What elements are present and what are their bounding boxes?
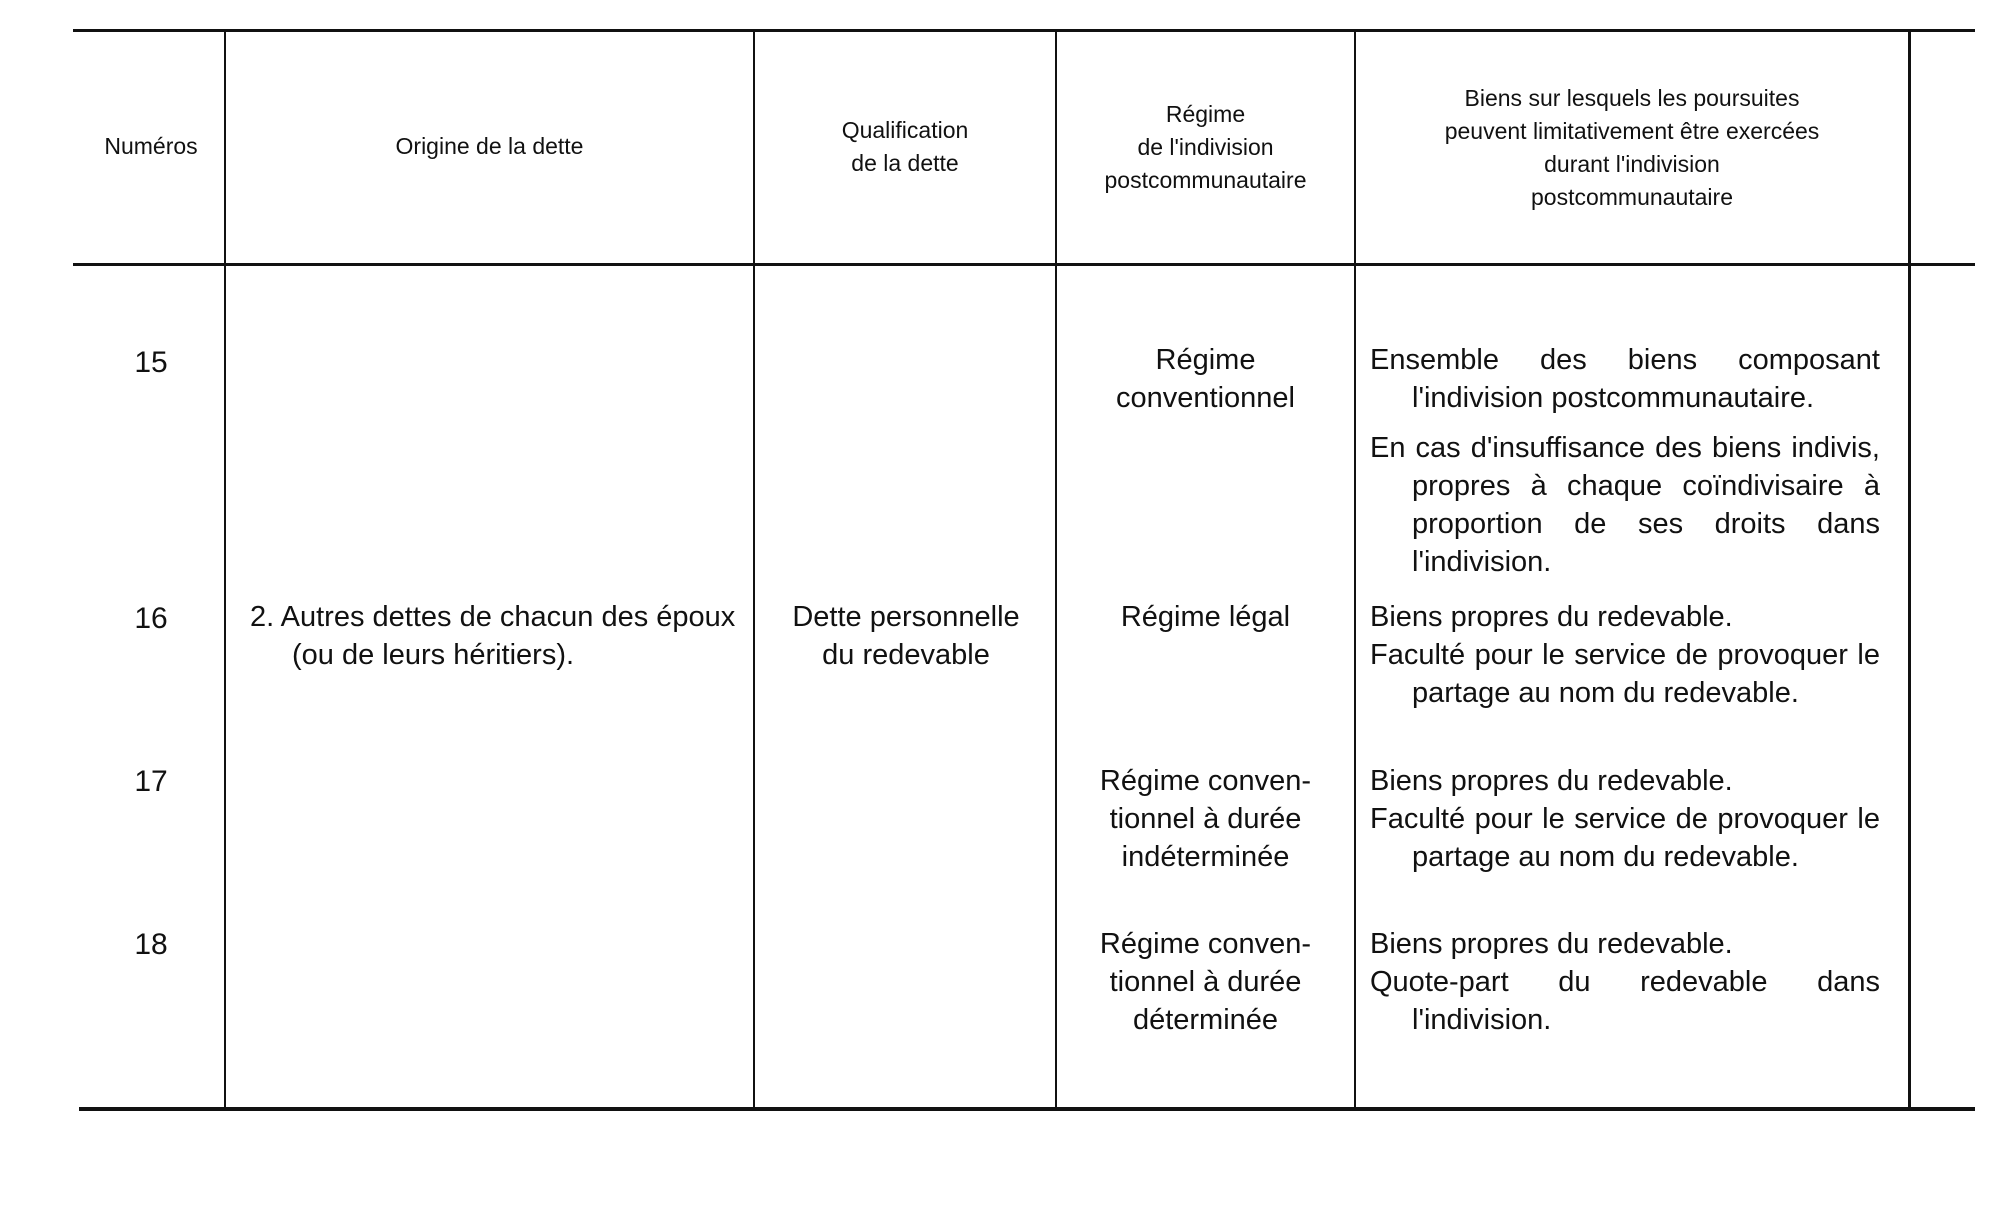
debt-origin: 2. Autres dettes de chacun des époux (ou de leurs héritiers). — [250, 601, 736, 671]
header-origine — [226, 130, 753, 163]
biens-paragraph: Faculté pour le service de provoquer le partage au nom du redevable. — [1370, 639, 1880, 709]
header-biens-line: peuvent limitativement être exercées — [1444, 118, 1820, 144]
header-regime — [1057, 98, 1354, 197]
debt-qualification-line: Dette personnelle — [792, 601, 1020, 633]
header-numeros — [78, 130, 224, 163]
regime-cell — [1057, 598, 1354, 636]
regime-line: Régime légal — [1120, 601, 1291, 633]
header-qualification-line: de la dette — [851, 150, 959, 176]
header-origine-text: Origine de la dette — [395, 133, 584, 159]
top-rule — [73, 29, 1975, 32]
header-qualification — [755, 114, 1055, 180]
header-regime-line: Régime — [1165, 101, 1246, 127]
header-numeros-text: Numéros — [104, 133, 198, 159]
header-biens-line: durant l'indivision — [1544, 151, 1720, 177]
regime-line: tionnel à durée — [1109, 803, 1302, 835]
header-biens-line: postcommunautaire — [1531, 184, 1733, 210]
biens-paragraph: Biens propres du redevable. — [1370, 601, 1733, 633]
header-regime-line: de l'indivision — [1137, 134, 1274, 160]
biens-paragraph: Ensemble des biens composant l'indivision postcommunautaire. — [1370, 344, 1880, 414]
header-qualification-line: Qualification — [841, 117, 969, 143]
bottom-rule — [79, 1107, 1975, 1111]
regime-cell — [1057, 925, 1354, 1039]
debt-qualification — [757, 598, 1055, 674]
row-number: 18 — [134, 928, 168, 961]
header-biens-line: Biens sur lesquels les poursuites — [1464, 85, 1800, 111]
regime-line: tionnel à durée — [1109, 966, 1302, 998]
regime-line: Régime conven- — [1099, 765, 1312, 797]
biens-cell — [1370, 598, 1880, 712]
regime-line: indéterminée — [1121, 841, 1290, 873]
debt-qualification-line: du redevable — [822, 639, 990, 671]
regime-cell — [1057, 762, 1354, 876]
biens-cell — [1370, 762, 1880, 876]
row-number: 16 — [134, 602, 168, 635]
header-rule — [73, 263, 1975, 266]
biens-paragraph: Quote-part du redevable dans l'indivision. — [1370, 966, 1880, 1036]
header-regime-line: postcommunautaire — [1104, 167, 1307, 193]
column-divider-2 — [753, 29, 755, 1109]
column-divider-1 — [224, 29, 226, 1109]
row-number: 15 — [134, 346, 168, 379]
biens-cell — [1370, 341, 1880, 581]
regime-line: Régime — [1155, 344, 1256, 376]
regime-cell — [1057, 341, 1354, 417]
header-biens — [1356, 82, 1908, 214]
biens-paragraph: En cas d'insuffisance des biens indivis, propres à chaque coïndivisaire à proportion de ses droits dans l'indivision. — [1370, 432, 1880, 578]
regime-line: Régime conven- — [1099, 928, 1312, 960]
biens-paragraph: Biens propres du redevable. — [1370, 765, 1733, 797]
column-divider-5 — [1908, 29, 1911, 1109]
biens-paragraph: Faculté pour le service de provoquer le partage au nom du redevable. — [1370, 803, 1880, 873]
regime-line: déterminée — [1132, 1004, 1279, 1036]
biens-cell — [1370, 925, 1880, 1039]
regime-line: conventionnel — [1116, 382, 1295, 414]
biens-paragraph: Biens propres du redevable. — [1370, 928, 1733, 960]
row-number: 17 — [134, 765, 168, 798]
